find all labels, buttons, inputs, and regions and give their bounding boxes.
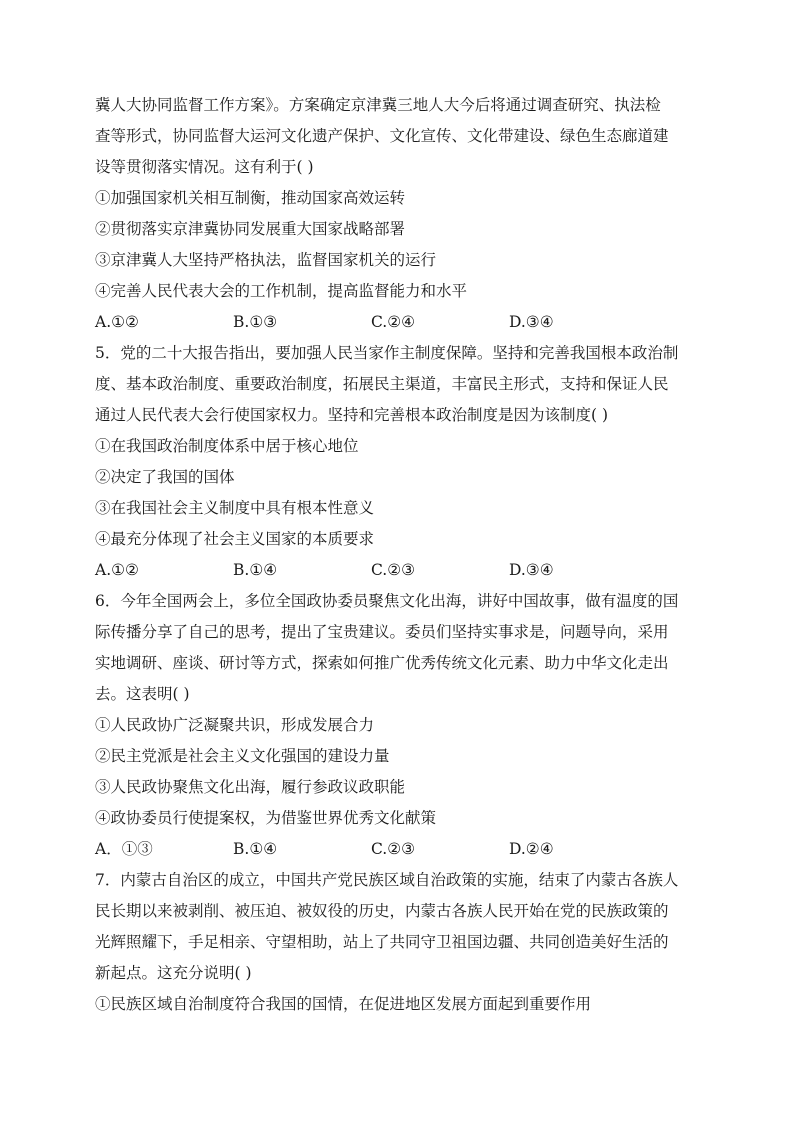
statement-2: ②决定了我国的国体 — [95, 468, 235, 486]
answer-options — [95, 307, 705, 338]
question-7 — [95, 865, 705, 1020]
question-stem-line: 度、基本政治制度、重要政治制度，拓展民主渠道，丰富民主形式，支持和保证人民 — [95, 375, 669, 393]
option-d: D.②④ — [509, 840, 554, 858]
option-a: A．①③ — [95, 840, 153, 858]
statement-3: ③在我国社会主义制度中具有根本性意义 — [95, 499, 375, 517]
answer-options — [95, 834, 705, 865]
statement-1: ①人民政协广泛凝聚共识，形成发展合力 — [95, 716, 375, 734]
option-c: C.②④ — [371, 313, 416, 331]
option-b: B.①④ — [233, 840, 278, 858]
question-stem-line: 新起点。这充分说明( ) — [95, 964, 252, 982]
statement-4: ④最充分体现了社会主义国家的本质要求 — [95, 530, 375, 548]
question-6 — [95, 586, 705, 865]
question-stem-line: 通过人民代表大会行使国家权力。坚持和完善根本政治制度是因为该制度( ) — [95, 406, 609, 424]
question-stem-line: 际传播分享了自己的思考，提出了宝贵建议。委员们坚持实事求是，问题导向，采用 — [95, 623, 669, 641]
option-d: D.③④ — [509, 561, 554, 579]
question-stem-line: 设等贯彻落实情况。这有利于( ) — [95, 158, 314, 176]
question-stem-line: 民长期以来被剥削、被压迫、被奴役的历史，内蒙古各族人民开始在党的民族政策的 — [95, 902, 669, 920]
question-5 — [95, 338, 705, 586]
option-d: D.③④ — [509, 313, 554, 331]
question-stem-line: 6．今年全国两会上，多位全国政协委员聚焦文化出海，讲好中国故事，做有温度的国 — [95, 592, 679, 610]
option-b: B.①④ — [233, 561, 278, 579]
question-4 — [95, 90, 705, 338]
statement-4: ④政协委员行使提案权，为借鉴世界优秀文化献策 — [95, 809, 437, 827]
question-stem-line: 冀人大协同监督工作方案》。方案确定京津冀三地人大今后将通过调查研究、执法检 — [95, 96, 661, 114]
option-a: A.①② — [95, 561, 139, 579]
question-stem-line: 去。这表明( ) — [95, 685, 190, 703]
question-stem-line: 查等形式，协同监督大运河文化遗产保护、文化宣传、文化带建设、绿色生态廊道建 — [95, 127, 669, 145]
statement-3: ③人民政协聚焦文化出海，履行参政议政职能 — [95, 778, 406, 796]
statement-1: ①民族区域自治制度符合我国的国情，在促进地区发展方面起到重要作用 — [95, 995, 592, 1013]
statement-2: ②民主党派是社会主义文化强国的建设力量 — [95, 747, 390, 765]
option-a: A.①② — [95, 313, 139, 331]
option-c: C.②③ — [371, 561, 416, 579]
statement-4: ④完善人民代表大会的工作机制，提高监督能力和水平 — [95, 282, 468, 300]
statement-1: ①加强国家机关相互制衡，推动国家高效运转 — [95, 189, 406, 207]
statement-1: ①在我国政治制度体系中居于核心地位 — [95, 437, 359, 455]
question-stem-line: 5．党的二十大报告指出，要加强人民当家作主制度保障。坚持和完善我国根本政治制 — [95, 344, 679, 362]
exam-content — [95, 90, 705, 1020]
question-stem-line: 光辉照耀下，手足相亲、守望相助，站上了共同守卫祖国边疆、共同创造美好生活的 — [95, 933, 669, 951]
question-stem-line: 实地调研、座谈、研讨等方式，探索如何推广优秀传统文化元素、助力中华文化走出 — [95, 654, 669, 672]
statement-3: ③京津冀人大坚持严格执法，监督国家机关的运行 — [95, 251, 437, 269]
question-stem-line: 7．内蒙古自治区的成立，中国共产党民族区域自治政策的实施，结束了内蒙古各族人 — [95, 871, 679, 889]
statement-2: ②贯彻落实京津冀协同发展重大国家战略部署 — [95, 220, 406, 238]
answer-options — [95, 555, 705, 586]
option-c: C.②③ — [371, 840, 416, 858]
option-b: B.①③ — [233, 313, 278, 331]
